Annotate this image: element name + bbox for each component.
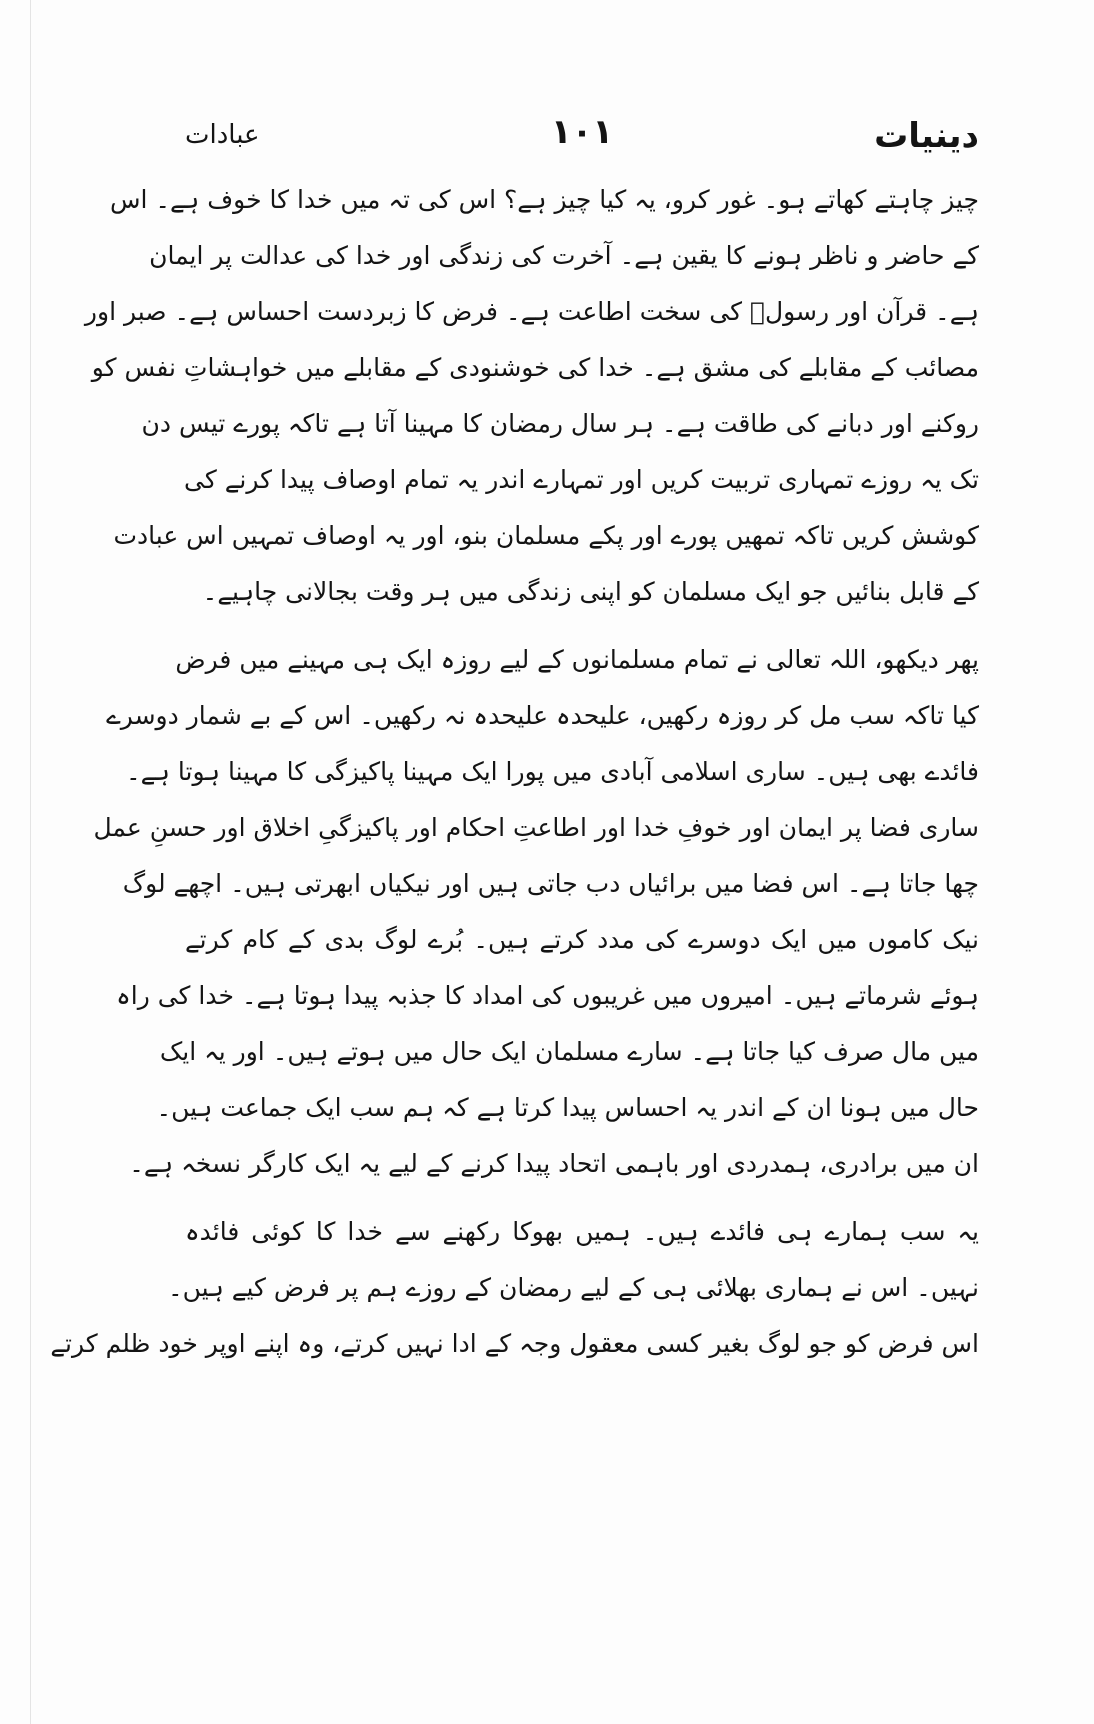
text-line: پھر دیکھو، اللہ تعالی نے تمام مسلمانوں کے لیے روزہ ایک ہی مہینے میں فرض bbox=[175, 645, 979, 674]
book-title: دینیات bbox=[874, 116, 979, 156]
text-line: چھا جاتا ہے۔ اس فضا میں برائیاں دب جاتی ہیں اور نیکیاں ابھرتی ہیں۔ اچھے لوگ bbox=[122, 869, 979, 898]
text-line: کے حاضر و ناظر ہونے کا یقین ہے۔ آخرت کی زندگی اور خدا کی عدالت پر ایمان bbox=[149, 241, 979, 270]
text-line: نہیں۔ اس نے ہماری بھلائی ہی کے لیے رمضان کے روزے ہم پر فرض کیے ہیں۔ bbox=[167, 1273, 979, 1302]
text-line: حال میں ہونا ان کے اندر یہ احساس پیدا کرتا ہے کہ ہم سب ایک جماعت ہیں۔ bbox=[156, 1093, 979, 1122]
text-line: مصائب کے مقابلے کی مشق ہے۔ خدا کی خوشنودی کے مقابلے میں خواہشاتِ نفس کو bbox=[91, 353, 979, 382]
text-line: کوشش کریں تاکہ تمھیں پورے اور پکے مسلمان بنو، اور یہ اوصاف تمہیں اس عبادت bbox=[113, 521, 979, 550]
text-line: ہوئے شرماتے ہیں۔ امیروں میں غریبوں کی امداد کا جذبہ پیدا ہوتا ہے۔ خدا کی راہ bbox=[116, 981, 979, 1010]
paragraph-2 bbox=[93, 632, 979, 1192]
text-line: روکنے اور دبانے کی طاقت ہے۔ ہر سال رمضان کا مہینا آتا ہے تاکہ پورے تیس دن bbox=[141, 409, 979, 438]
page-number: ۱۰۱ bbox=[550, 112, 614, 152]
text-line: ان میں برادری، ہمدردی اور باہمی اتحاد پیدا کرنے کے لیے یہ ایک کارگر نسخہ ہے۔ bbox=[129, 1149, 979, 1178]
text-line: یہ سب ہمارے ہی فائدے ہیں۔ ہمیں بھوکا رکھنے سے خدا کا کوئی فائدہ bbox=[185, 1217, 979, 1246]
text-line: فائدے بھی ہیں۔ ساری اسلامی آبادی میں پورا ایک مہینا پاکیزگی کا مہینا ہوتا ہے۔ bbox=[126, 757, 979, 786]
paragraph-1 bbox=[84, 172, 979, 620]
body-text bbox=[50, 172, 979, 1372]
text-line: تک یہ روزے تمہاری تربیت کریں اور تمہارے اندر یہ تمام اوصاف پیدا کرنے کی bbox=[184, 465, 979, 494]
page-header bbox=[185, 112, 979, 172]
chapter-title: عبادات bbox=[185, 120, 260, 150]
text-line: میں مال صرف کیا جاتا ہے۔ سارے مسلمان ایک حال میں ہوتے ہیں۔ اور یہ ایک bbox=[159, 1037, 979, 1066]
text-line: ہے۔ قرآن اور رسولؐ کی سخت اطاعت ہے۔ فرض کا زبردست احساس ہے۔ صبر اور bbox=[84, 297, 979, 326]
text-line: نیک کاموں میں ایک دوسرے کی مدد کرتے ہیں۔ بُرے لوگ بدی کے کام کرتے bbox=[185, 925, 979, 954]
text-line: اس فرض کو جو لوگ بغیر کسی معقول وجہ کے ادا نہیں کرتے، وہ اپنے اوپر خود ظلم کرتے bbox=[50, 1329, 979, 1358]
page-edge-line bbox=[30, 0, 31, 1724]
text-line: چیز چاہتے کھاتے ہو۔ غور کرو، یہ کیا چیز ہے؟ اس کی تہ میں خدا کا خوف ہے۔ اس bbox=[109, 185, 979, 214]
paragraph-3 bbox=[50, 1204, 979, 1372]
text-line: ساری فضا پر ایمان اور خوفِ خدا اور اطاعتِ احکام اور پاکیزگیِ اخلاق اور حسنِ عمل bbox=[93, 813, 979, 842]
text-line: کے قابل بنائیں جو ایک مسلمان کو اپنی زندگی میں ہر وقت بجالانی چاہیے۔ bbox=[202, 577, 979, 606]
text-line: کیا تاکہ سب مل کر روزہ رکھیں، علیحدہ علیحدہ نہ رکھیں۔ اس کے بے شمار دوسرے bbox=[106, 701, 979, 730]
